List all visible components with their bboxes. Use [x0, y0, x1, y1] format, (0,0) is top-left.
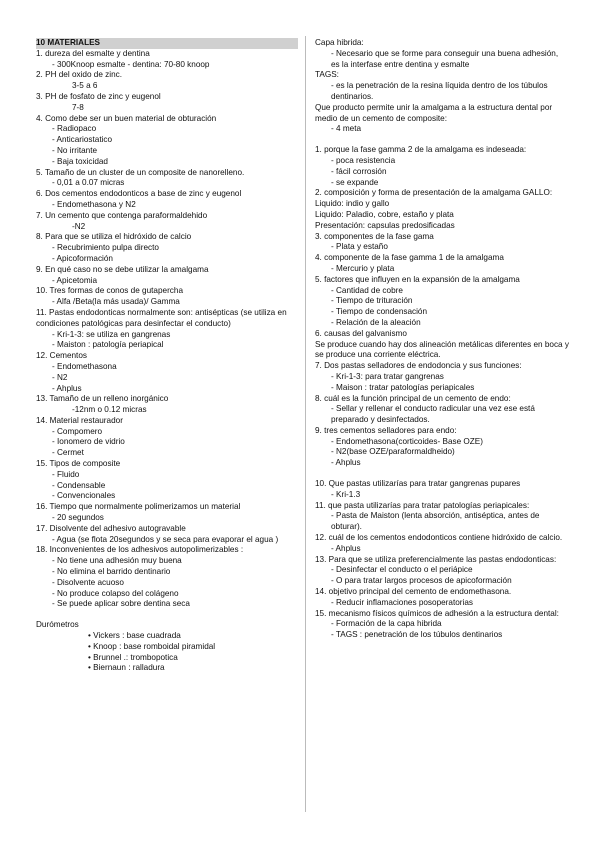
text-line: 15. Tipos de composite	[36, 459, 121, 469]
text-line: 6. causas del galvanismo	[315, 328, 407, 338]
text-line: - 300Knoop esmalte - dentina: 70-80 knoop	[52, 59, 210, 69]
text-line: Durómetros	[36, 620, 79, 630]
text-line: - Radiopaco	[52, 124, 97, 134]
text-line: - Ahplus	[52, 383, 82, 393]
text-line: - Convencionales	[52, 491, 116, 501]
text-line: - Kri-1.3	[331, 489, 361, 499]
text-line: 3. componentes de la fase gama	[315, 231, 434, 241]
text-line: 10. Que pastas utilizarías para tratar gangrenas pupares	[315, 479, 521, 489]
text-line: 3. PH de fosfato de zinc y eugenol	[36, 91, 161, 101]
text-line: - Tiempo de trituración	[331, 296, 413, 306]
text-line: - Maison : tratar patologías periapicales	[331, 382, 475, 392]
text-line: Liquido: Paladio, cobre, estaño y plata	[315, 209, 454, 219]
text-line: - Reducir inflamaciones posoperatorias	[331, 597, 473, 607]
text-line: - Kri-1-3: se utiliza en gangrenas	[52, 329, 171, 339]
text-line: - Agua (se flota 20segundos y se seca para evaporar el agua )	[52, 534, 279, 544]
text-line: 13. Para que se utiliza preferencialmente las pastas endodonticas:	[315, 554, 557, 564]
text-line: - No produce colapso del colágeno	[52, 588, 179, 598]
text-line: 15. mecanismo físicos químicos de adhesión a la estructura dental:	[315, 608, 559, 618]
text-line: 6. Dos cementos endodonticos a base de zinc y eugenol	[36, 189, 242, 199]
text-line: 7-8	[72, 102, 84, 112]
text-line: 17. Disolvente del adhesivo autogravable	[36, 523, 186, 533]
text-line: Se produce cuando hay dos alineación metálicas diferentes en boca y se produce una corriente eléctrica.	[315, 339, 569, 360]
column-divider	[305, 36, 306, 812]
text-line: - Ionomero de vidrio	[52, 437, 125, 447]
text-line: - Endomethasona(corticoides- Base OZE)	[331, 436, 483, 446]
text-line: 12. cuál de los cementos endodonticos contiene hidróxido de calcio.	[315, 533, 563, 543]
left-column	[36, 38, 298, 674]
text-line: - 4 meta	[331, 124, 362, 134]
text-line: -12nm o 0.12 micras	[72, 405, 147, 415]
text-line: • Brunnel .: trombopotica	[88, 652, 178, 662]
text-line: 2. PH del oxido de zinc.	[36, 70, 123, 80]
text-line: TAGS:	[315, 70, 339, 80]
text-line: - Formación de la capa hibrida	[331, 619, 442, 629]
text-line: - Mercurio y plata	[331, 263, 395, 273]
text-line: Que producto permite unir la amalgama a la estructura dental por medio de un cemento de composite:	[315, 102, 553, 123]
text-line: 13. Tamaño de un relleno inorgánico	[36, 394, 169, 404]
text-line: 8. Para que se utiliza el hidróxido de calcio	[36, 232, 192, 242]
text-line: - Cermet	[52, 448, 84, 458]
text-line: Liquido: indio y gallo	[315, 199, 390, 209]
text-line: - Fluido	[52, 469, 80, 479]
text-line: 10. Tres formas de conos de gutapercha	[36, 286, 184, 296]
text-line: - Apicetomia	[52, 275, 98, 285]
text-line: - Disolvente acuoso	[52, 577, 124, 587]
text-line: 14. objetivo principal del cemento de endomethasona.	[315, 587, 512, 597]
text-line: - Compomero	[52, 426, 103, 436]
text-line: - TAGS : penetración de los túbulos dentinarios	[331, 630, 503, 640]
text-line: 12. Cementos	[36, 351, 87, 361]
text-line: - Baja toxicidad	[52, 156, 108, 166]
text-line: 7. Dos pastas selladores de endodoncia y sus funciones:	[315, 361, 522, 371]
text-line: - 20 segundos	[52, 513, 104, 523]
text-line: - No elimina el barrido dentinario	[52, 567, 171, 577]
text-line: - Kri-1-3: para tratar gangrenas	[331, 371, 444, 381]
right-column	[315, 38, 569, 641]
text-line: 11. que pasta utilizarías para tratar patologías periapicales:	[315, 500, 530, 510]
text-line: - No tiene una adhesión muy buena	[52, 556, 182, 566]
text-line: 3-5 a 6	[72, 81, 98, 91]
spacer	[315, 469, 569, 479]
text-line: - poca resistencia	[331, 155, 396, 165]
text-line: - Ahplus	[331, 543, 361, 553]
text-line: - Relación de la aleación	[331, 317, 421, 327]
text-line: - N2(base OZE/paraformaldheido)	[331, 447, 455, 457]
text-line: 8. cuál es la función principal de un cemento de endo:	[315, 393, 511, 403]
text-line: 7. Un cemento que contenga paraformaldehido	[36, 210, 208, 220]
text-line: - Maiston : patología periapical	[52, 340, 164, 350]
text-line: - Desinfectar el conducto o el periápice	[331, 565, 473, 575]
text-line: • Vickers : base cuadrada	[88, 631, 181, 641]
text-line: - 0,01 a 0.07 micras	[52, 178, 125, 188]
text-line: - N2	[52, 372, 68, 382]
text-line: - Ahplus	[331, 458, 361, 468]
text-line: - Condensable	[52, 480, 106, 490]
text-line: Presentación: capsulas predosificadas	[315, 220, 455, 230]
text-line: - es la penetración de la resina líquida dentro de los túbulos dentinarios.	[331, 81, 548, 101]
text-line: 5. Tamaño de un cluster de un composite de nanorelleno.	[36, 167, 245, 177]
text-line: - Tiempo de condensación	[331, 307, 428, 317]
text-line: - Anticariostatico	[52, 135, 113, 145]
text-line: Capa hibrida:	[315, 38, 364, 47]
text-line: 5. factores que influyen en la expansión de la amalgama	[315, 274, 520, 284]
text-line: • Knoop : base romboidal piramidal	[88, 641, 216, 651]
text-line: - No irritante	[52, 145, 98, 155]
text-line: 18. Inconvenientes de los adhesivos autopolimerizables :	[36, 545, 244, 555]
text-line: - fácil corrosión	[331, 166, 387, 176]
text-line: - Alfa /Beta(la más usada)/ Gamma	[52, 297, 180, 307]
text-line: 2. composición y forma de presentación de la amalgama GALLO:	[315, 188, 553, 198]
text-line: 4. Como debe ser un buen material de obturación	[36, 113, 217, 123]
text-line: 11. Pastas endodonticas normalmente son: antisépticas (se utiliza en condiciones patológicas para desinfectar el conducto)	[36, 307, 287, 328]
text-line: - Pasta de Maiston (lenta absorción, antiséptica, antes de obturar).	[331, 511, 540, 532]
text-line: 14. Material restaurador	[36, 415, 123, 425]
text-line: - se expande	[331, 177, 379, 187]
text-line: 1. dureza del esmalte y dentina	[36, 48, 150, 58]
spacer	[315, 135, 569, 145]
text-line: 9. En qué caso no se debe utilizar la amalgama	[36, 264, 209, 274]
spacer	[36, 610, 298, 620]
text-line: - Se puede aplicar sobre dentina seca	[52, 599, 190, 609]
text-line: 9. tres cementos selladores para endo:	[315, 425, 457, 435]
text-line: - Endomethasona	[52, 361, 117, 371]
text-line: 16. Tiempo que normalmente polimerizamos un material	[36, 502, 241, 512]
text-line: - Recubrimiento pulpa directo	[52, 243, 159, 253]
text-line: 4. componente de la fase gamma 1 de la amalgama	[315, 253, 504, 263]
text-line: 1. porque la fase gamma 2 de la amalgama es indeseada:	[315, 145, 527, 155]
text-line: -N2	[72, 221, 86, 231]
text-line: • Biernaun : ralladura	[88, 663, 165, 673]
text-line: - Cantidad de cobre	[331, 285, 403, 295]
text-line: - O para tratar largos procesos de apicoformación	[331, 576, 512, 586]
text-line: - Apicoformación	[52, 253, 113, 263]
text-line: - Endomethasona y N2	[52, 199, 136, 209]
text-line: - Sellar y rellenar el conducto radicular una vez ese está preparado y desinfectados.	[331, 404, 535, 425]
text-line: - Plata y estaño	[331, 242, 388, 252]
text-line: - Necesario que se forme para conseguir una buena adhesión, es la interfase entre dentina y esmalte	[331, 48, 559, 69]
section-title: 10 MATERIALES	[36, 38, 298, 49]
